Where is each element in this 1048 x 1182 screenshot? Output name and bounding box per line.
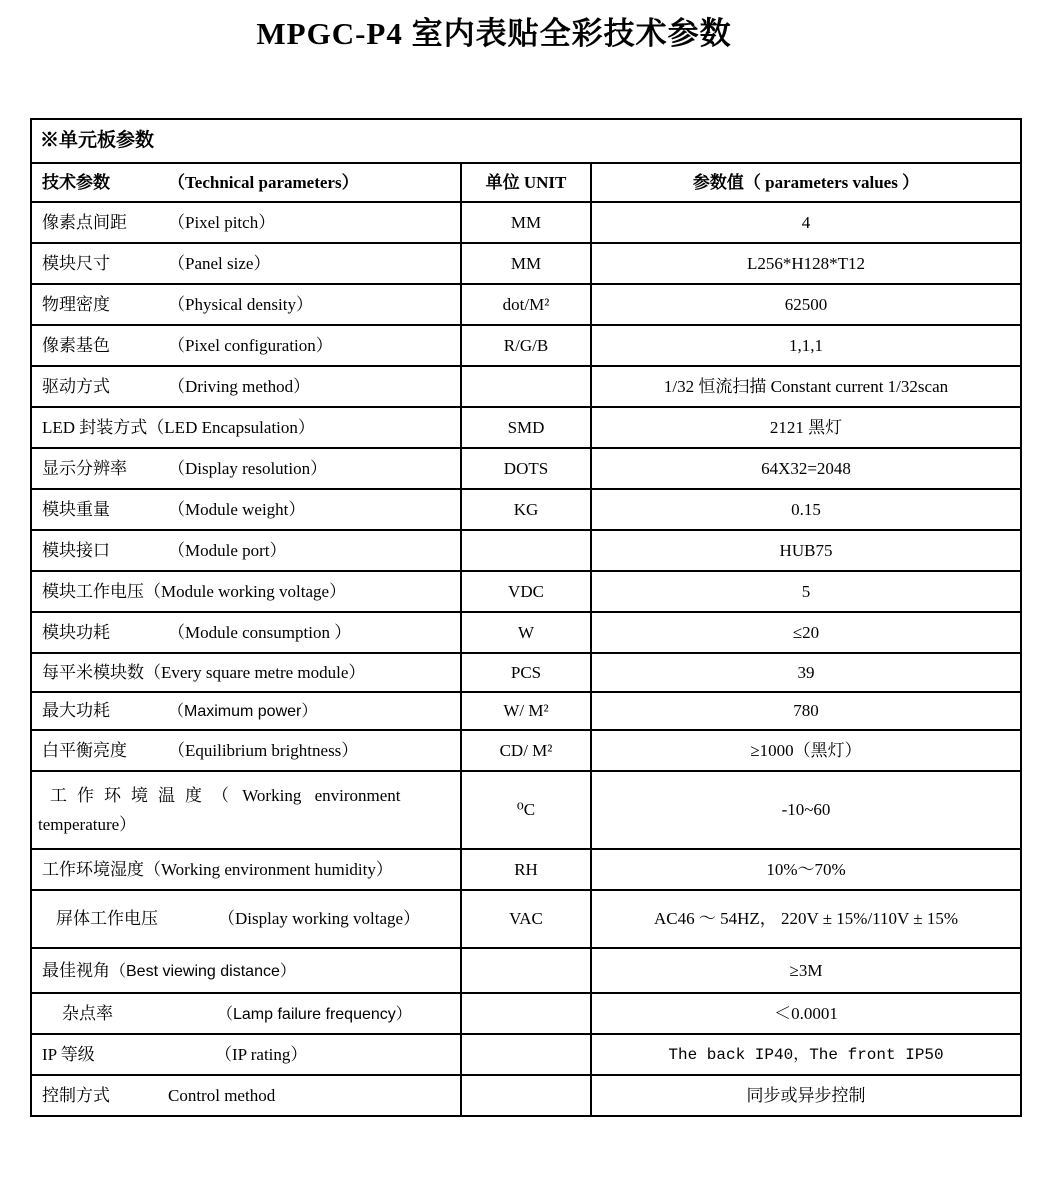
unit-cell: KG (461, 489, 591, 530)
table-row-display-working-voltage (31, 890, 1021, 948)
param-label (31, 571, 461, 612)
param-label-zh: 模块重量 (42, 499, 110, 519)
param-label (31, 948, 461, 993)
table-row-module-weight (31, 489, 1021, 530)
param-label (31, 284, 461, 325)
table-row-maximum-power (31, 692, 1021, 730)
table-row-best-viewing-distance (31, 948, 1021, 993)
param-label-en: （Module working voltage） (144, 581, 347, 601)
param-label-en: （ Working environment temperature） (38, 786, 401, 834)
param-label-en: （Display resolution） (168, 458, 328, 478)
unit-cell: DOTS (461, 448, 591, 489)
table-row-driving-method (31, 366, 1021, 407)
column-header-row (31, 163, 1021, 202)
value-cell: AC46 ～ 54HZ， 220V ± 15%/110V ± 15% (591, 890, 1021, 948)
param-label-zh: 最佳视角 (42, 960, 110, 980)
section-header-row (31, 119, 1021, 163)
column-header-parameters-en: （Technical parameters） (168, 172, 359, 192)
value-cell: 64X32=2048 (591, 448, 1021, 489)
param-label-en: （Driving method） (168, 376, 311, 396)
param-label (31, 692, 461, 730)
param-label-zh: 工作环境温度 (50, 786, 212, 805)
column-header-parameters-zh: 技术参数 (42, 172, 110, 192)
unit-cell (461, 366, 591, 407)
param-label-zh: 控制方式 (42, 1085, 110, 1105)
param-label (31, 771, 461, 849)
param-label-zh: 模块功耗 (42, 622, 110, 642)
param-label-en: （Pixel pitch） (168, 212, 276, 232)
param-label (31, 730, 461, 771)
unit-cell: W (461, 612, 591, 653)
table-row-panel-size (31, 243, 1021, 284)
column-header-value: 参数值（ parameters values ） (591, 163, 1021, 202)
param-label-en: （Best viewing distance） (110, 962, 296, 980)
param-label-zh: 像素点间距 (42, 212, 127, 232)
param-label (31, 325, 461, 366)
table-row-equilibrium-brightness (31, 730, 1021, 771)
unit-cell: VAC (461, 890, 591, 948)
param-label-zh: 每平米模块数 (42, 662, 144, 682)
param-label (31, 366, 461, 407)
parameters-table (30, 118, 1022, 1117)
param-label-zh: 模块尺寸 (42, 253, 110, 273)
table-row-module-consumption (31, 612, 1021, 653)
param-label-en: （Module port） (168, 540, 287, 560)
param-label-en: （Every square metre module） (144, 662, 366, 682)
table-row-pixel-configuration (31, 325, 1021, 366)
unit-cell: MM (461, 202, 591, 243)
param-label-en: （Display working voltage） (218, 909, 421, 929)
table-row-modules-per-sqm (31, 653, 1021, 692)
table-row-module-port (31, 530, 1021, 571)
param-label-zh: 最大功耗 (42, 701, 110, 720)
unit-cell: MM (461, 243, 591, 284)
table-row-ip-rating (31, 1034, 1021, 1075)
param-label-zh: 像素基色 (42, 335, 110, 355)
param-label (31, 202, 461, 243)
param-label (31, 489, 461, 530)
unit-cell: R/G/B (461, 325, 591, 366)
param-label-zh: 屏体工作电压 (56, 909, 158, 929)
param-label-en: （Lamp failure frequency） (217, 1005, 412, 1023)
table-row-pixel-pitch (31, 202, 1021, 243)
value-cell: 1/32 恒流扫描 Constant current 1/32scan (591, 366, 1021, 407)
unit-cell: W/ M² (461, 692, 591, 730)
column-header-parameters (31, 163, 461, 202)
column-header-unit: 单位 UNIT (461, 163, 591, 202)
param-label-zh: LED 封装方式 (42, 417, 148, 437)
value-cell: 4 (591, 202, 1021, 243)
value-cell: 1,1,1 (591, 325, 1021, 366)
param-label (31, 993, 461, 1034)
param-label (31, 243, 461, 284)
page-title: MPGC-P4 室内表贴全彩技术参数 (256, 16, 732, 51)
value-cell: HUB75 (591, 530, 1021, 571)
param-label-en: （LED Encapsulation） (147, 417, 315, 437)
param-label (31, 612, 461, 653)
value-cell: 10%～70% (591, 849, 1021, 890)
param-label-zh: IP 等级 (42, 1044, 95, 1064)
table-row-physical-density (31, 284, 1021, 325)
table-row-working-humidity (31, 849, 1021, 890)
value-cell: 780 (591, 692, 1021, 730)
unit-cell: CD/ M² (461, 730, 591, 771)
param-label-en: （Module weight） (168, 499, 306, 519)
param-label-zh: 物理密度 (42, 294, 110, 314)
unit-cell (461, 993, 591, 1034)
value-cell: 0.15 (591, 489, 1021, 530)
param-label (31, 849, 461, 890)
param-label-en: （Pixel configuration） (168, 335, 333, 355)
unit-cell: ⁰C (461, 771, 591, 849)
table-row-control-method (31, 1075, 1021, 1116)
value-cell: 39 (591, 653, 1021, 692)
unit-cell: SMD (461, 407, 591, 448)
param-label-zh: 工作环境湿度 (42, 859, 144, 879)
table-row-display-resolution (31, 448, 1021, 489)
value-cell: L256*H128*T12 (591, 243, 1021, 284)
param-label-en: （Module consumption ） (168, 622, 352, 642)
value-cell: 同步或异步控制 (591, 1075, 1021, 1116)
param-label-en: （Maximum power） (168, 703, 318, 720)
table-row-led-encapsulation (31, 407, 1021, 448)
unit-cell (461, 1034, 591, 1075)
param-label-en: （Working environment humidity） (144, 859, 393, 879)
param-label-zh: 模块工作电压 (42, 581, 144, 601)
value-cell: -10~60 (591, 771, 1021, 849)
unit-cell (461, 948, 591, 993)
value-cell: ≥1000（黑灯） (591, 730, 1021, 771)
param-label-en: Control method (168, 1085, 276, 1105)
param-label-zh: 模块接口 (42, 540, 110, 560)
unit-cell: PCS (461, 653, 591, 692)
param-label (31, 1075, 461, 1116)
unit-cell: dot/M² (461, 284, 591, 325)
param-label-en: （IP rating） (215, 1044, 308, 1064)
value-cell: 5 (591, 571, 1021, 612)
section-header: ※单元板参数 (31, 119, 1021, 163)
param-label-zh: 杂点率 (62, 1003, 113, 1023)
param-label (31, 890, 461, 948)
unit-cell: RH (461, 849, 591, 890)
table-row-module-working-voltage (31, 571, 1021, 612)
value-cell: ＜0.0001 (591, 993, 1021, 1034)
param-label-en: （Panel size） (168, 253, 271, 273)
param-label-zh: 驱动方式 (42, 376, 110, 396)
param-label-zh: 白平衡亮度 (42, 740, 127, 760)
param-label (31, 407, 461, 448)
value-cell: 62500 (591, 284, 1021, 325)
unit-cell (461, 1075, 591, 1116)
unit-cell (461, 530, 591, 571)
table-row-working-temperature (31, 771, 1021, 849)
param-label-en: （Equilibrium brightness） (168, 740, 359, 760)
unit-cell: VDC (461, 571, 591, 612)
param-label (31, 653, 461, 692)
param-label (31, 530, 461, 571)
param-label-en: （Physical density） (168, 294, 313, 314)
param-label-zh: 显示分辨率 (42, 458, 127, 478)
value-cell: The back IP40，The front IP50 (591, 1034, 1021, 1075)
value-cell: ≥3M (591, 948, 1021, 993)
value-cell: ≤20 (591, 612, 1021, 653)
param-label (31, 448, 461, 489)
table-row-lamp-failure-frequency (31, 993, 1021, 1034)
value-cell: 2121 黑灯 (591, 407, 1021, 448)
param-label (31, 1034, 461, 1075)
